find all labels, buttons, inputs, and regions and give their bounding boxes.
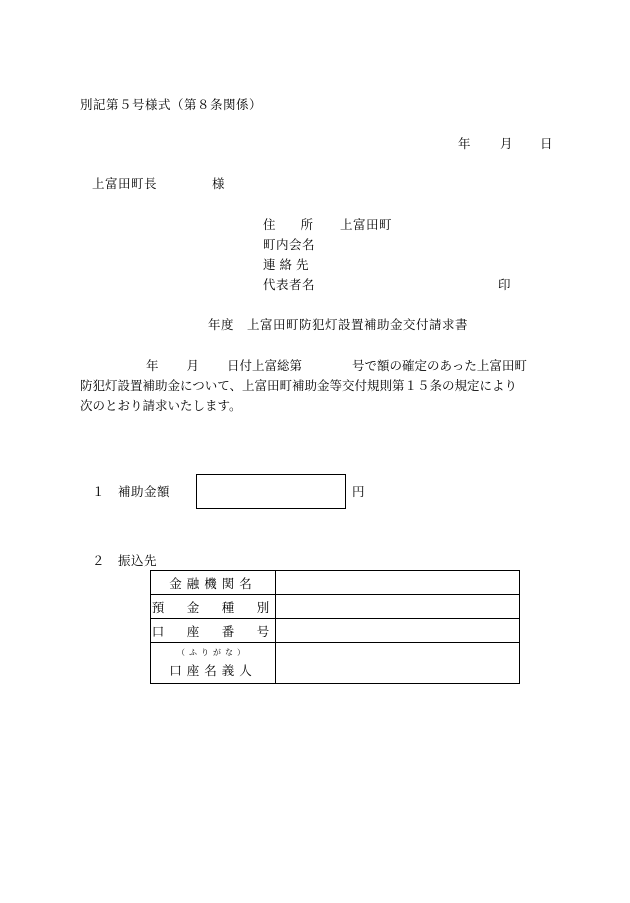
yen-unit: 円: [352, 484, 365, 499]
subsidy-amount-field[interactable]: [196, 474, 346, 509]
request-body: [80, 356, 555, 416]
body-line-2: 防犯灯設置補助金について、上富田町補助金等交付規則第１５条の規定により: [80, 378, 518, 393]
date-month-label: 月: [500, 136, 513, 151]
account-holder-field[interactable]: [276, 643, 520, 684]
date-day-label: 日: [540, 136, 553, 151]
bank-name-field[interactable]: [276, 571, 520, 595]
date-year-label: 年: [458, 136, 471, 151]
account-number-field[interactable]: [276, 619, 520, 643]
account-type-field[interactable]: [276, 595, 520, 619]
contact-label: 連 絡 先: [263, 257, 309, 272]
association-name-label: 町内会名: [263, 237, 316, 252]
subsidy-amount-label: １ 補助金額: [92, 484, 171, 499]
account-holder-label-cell: [151, 643, 276, 684]
seal-mark: 印: [498, 277, 511, 292]
document-title: 年度 上富田町防犯灯設置補助金交付請求書: [208, 317, 469, 332]
table-row: [151, 595, 520, 619]
form-reference: 別記第５号様式（第８条関係）: [80, 97, 263, 112]
body-line-3: 次のとおり請求いたします。: [80, 398, 242, 413]
account-type-label: 預 金 種 別: [151, 595, 276, 619]
body-line-1: [80, 356, 555, 376]
address-label: 住 所: [263, 217, 314, 232]
body-rest: 号で額の確定のあった上富田町: [352, 358, 527, 373]
transfer-destination-label: ２ 振込先: [92, 553, 158, 568]
body-year: 年: [146, 358, 159, 373]
bank-account-table: [150, 570, 520, 684]
bank-name-label: 金融機関名: [151, 571, 276, 595]
addressee-honorific: 様: [212, 176, 225, 191]
table-row: [151, 643, 520, 684]
account-holder-label: 口座名義人: [169, 663, 257, 678]
addressee-name: 上富田町長: [92, 176, 158, 191]
account-number-label: 口 座 番 号: [151, 619, 276, 643]
address-value: 上富田町: [340, 217, 393, 232]
body-reference: 日付上富総第: [227, 358, 303, 373]
representative-label: 代表者名: [263, 277, 316, 292]
body-month: 月: [186, 358, 200, 373]
table-row: [151, 571, 520, 595]
account-holder-furigana: （ふりがな）: [177, 648, 249, 657]
table-row: [151, 619, 520, 643]
